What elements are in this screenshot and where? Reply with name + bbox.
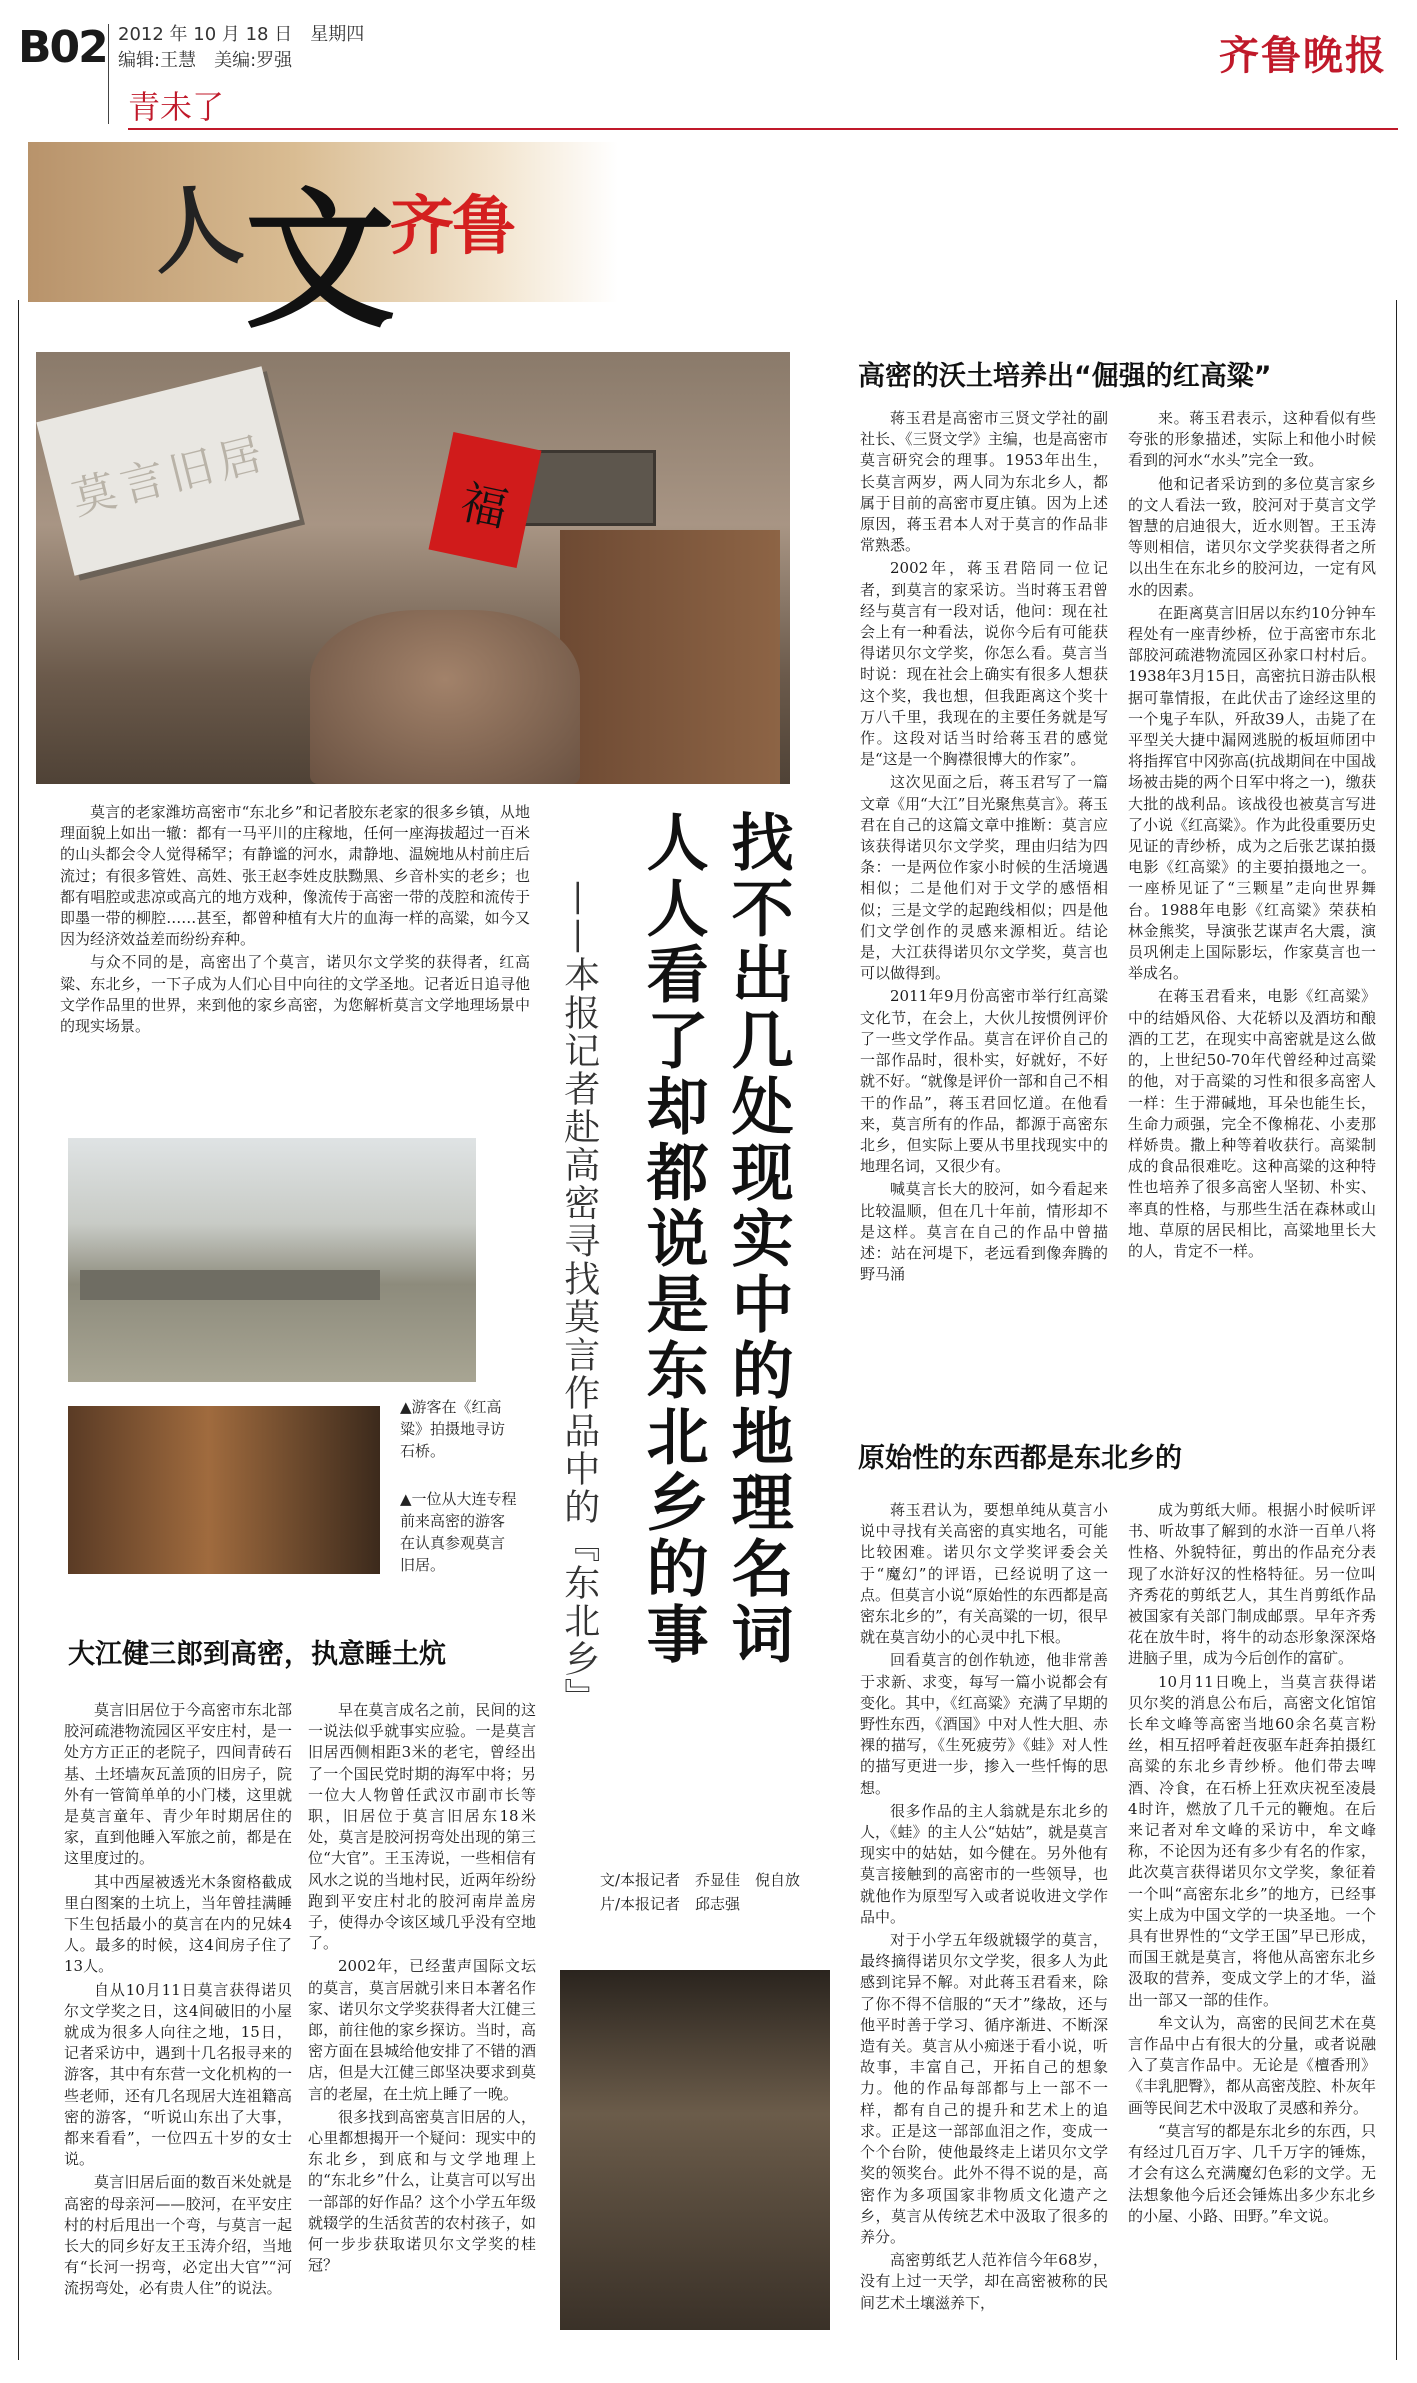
heading-section-3: 大江健三郎到高密，执意睡土炕 — [68, 1639, 446, 1670]
masthead-rule — [128, 128, 1398, 130]
banner-char-wen: 文 — [245, 173, 396, 349]
banner-qilu-logo: 齐鲁 — [390, 190, 514, 264]
heading-section-1: 高密的沃土培养出“倔强的红高粱” — [858, 361, 1272, 392]
paragraph: 2002年，已经蜚声国际文坛的莫言，莫言居就引来日本著名作家、诺贝尔文学奖获得者大江健三郎，前往他的家乡探访。当时，高密方面在县城给他安排了不错的酒店，但是大江健三郎坚决要求到莫言的老屋，在土炕上睡了一晚。 — [308, 1957, 536, 2103]
paragraph: 很多作品的主人翁就是东北乡的人，《蛙》的主人公“姑姑”，就是莫言现实中的姑姑，如今健在。另外他有莫言接触到的高密市的一些领导，也就他作为原型写入或者说收进文学作品中。 — [860, 1801, 1108, 1926]
paragraph: 莫言旧居位于今高密市东北部胶河疏港物流园区平安庄村，是一处方方正正的老院子，四间青砖石基、土坯墙灰瓦盖顶的旧房子，院外有一管简单单的小门楼，这里就是莫言童年、青少年时期居住的家，直到他睡入军旅之前，都是在这里度过的。 — [64, 1701, 292, 1868]
headline-line-1: 找不出几处现实中的地理名词 — [721, 810, 795, 1668]
photo-visitor-residence — [68, 1406, 380, 1574]
section-3-column-2 — [308, 1700, 536, 2278]
paragraph: 10月11日晚上，当莫言获得诺贝尔奖的消息公布后，高密文化馆馆长牟文峰等高密当地60余名莫言粉丝，相互招呼着赶夜驱车赶奔拍摄红高粱的东北乡青纱桥。他们带去啤酒、冷食，在石桥上狂欢庆祝至凌晨4时许，燃放了几千元的鞭炮。在后来记者对牟文峰的采访中，牟文峰称，不论因为还有多少有名的作家，此次莫言获得诺贝尔文学奖，象征着一个叫“高密东北乡”的地方，已经事实上成为中国文学的一块圣地。一个具有世界性的“文学王国”早已形成，而国王就是莫言，将他从高密东北乡汲取的营养，变成文学上的才华，溢出一部又一部的佳作。 — [1128, 1672, 1376, 2009]
section-name: 青未了 — [128, 88, 225, 126]
byline — [600, 1868, 830, 1916]
photo-stone-bridge — [68, 1138, 476, 1382]
section-2-column-1 — [860, 1500, 1108, 2316]
page-number: B02 — [18, 22, 107, 73]
paragraph: 2002年，蒋玉君陪同一位记者，到莫言的家采访。当时蒋玉君曾经与莫言有一段对话，他问：现在社会上有一种看法，说你今后有可能获得诺贝尔文学奖，你怎么看。莫言当时说：现在社会上确实有很多人想获这个奖，我也想，但我距离这个奖十万八千里，我现在的主要任务就是写作。这段对话当时给蒋玉君的感觉是“这是一个胸襟很博大的作家”。 — [860, 559, 1108, 769]
paragraph: 这次见面之后，蒋玉君写了一篇文章《用“大江”目光聚焦莫言》。蒋玉君在自己的这篇文章中推断：莫言应该获得诺贝尔文学奖，理由归结为四条：一是两位作家小时候的生活境遇相似；二是他们对于文学的感悟相似；三是文学的起跑线相似；四是他们文学创作的灵感来源相近。结论是，大江获得诺贝尔文学奖，莫言也可以做得到。 — [860, 773, 1108, 983]
byline-photo: 片/本报记者 邱志强 — [600, 1895, 741, 1913]
caption-stone-bridge: ▲游客在《红高粱》拍摄地寻访石桥。 — [400, 1398, 506, 1460]
photo-jar — [310, 610, 580, 784]
paragraph: 2011年9月份高密市举行红高粱文化节，在会上，大伙儿按惯例评价了一些文学作品。莫言在评价自己的一部作品时，很朴实，好就好，不好就不好。“就像是评价一部和自己不相干的作品”，蒋玉君回忆道。在他看来，莫言所有的作品，都源于高密东北乡，但实际上要从书里找现实中的地理名词，又很少有。 — [860, 987, 1108, 1176]
photo-fu-char: 福 — [456, 474, 513, 538]
paragraph: 其中西屋被透光木条窗格截成里白图案的土坑上，当年曾挂满睡下生包括最小的莫言在内的兄妹4人。最多的时候，这4间房子住了13人。 — [64, 1872, 292, 1976]
masthead-divider — [108, 24, 109, 124]
editor-credits: 编辑:王慧 美编:罗强 — [118, 50, 293, 71]
paragraph: 蒋玉君是高密市三贤文学社的副社长、《三贤文学》主编，也是高密市莫言研究会的理事。1953年出生，长莫言两岁，两人同为东北乡人，都属于目前的高密市夏庄镇。因为上述原因，蒋玉君本人对于莫言的作品非常熟悉。 — [860, 409, 1108, 555]
paragraph: 自从10月11日莫言获得诺贝尔文学奖之日，这4间破旧的小屋就成为很多人向往之地，15日，记者采访中，遇到十几名报寻来的游客，其中有东营一文化机构的一些老师，还有几名现居大连祖籍高密的游客，“听说山东出了大事，都来看看”，一位四五十岁的女士说。 — [64, 1980, 292, 2169]
headline-subtitle: ——本报记者赴高密寻找莫言作品中的『东北乡』 — [558, 880, 600, 1716]
paragraph: 在距离莫言旧居以东约10分钟车程处有一座青纱桥，位于高密市东北部胶河疏港物流园区孙家口村村后。1938年3月15日，高密抗日游击队根据可靠情报，在此伏击了途经这里的一个鬼子车队，歼敌39人，击毙了在平型关大捷中漏网逃脱的板垣师团中将指挥官中冈弥高(抗战期间在中国战场被击毙的两个日军中将之一)，缴获大批的战利品。该战役也被莫言写进了小说《红高粱》。作为此役重要历史见证的青纱桥，成为之后张艺谋拍摄电影《红高粱》的主要拍摄地之一。一座桥见证了“三颗星”走向世界舞台。1988年电影《红高粱》荣获柏林金熊奖，导演张艺谋声名大震，演员巩俐走上国际影坛，作家莫言也一举成名。 — [1128, 603, 1376, 983]
photo-cabinet — [560, 530, 780, 784]
paragraph: 莫言的老家潍坊高密市“东北乡”和记者胶东老家的很多乡镇，从地理面貌上如出一辙：都有一马平川的庄稼地，任何一座海拔超过一百米的山头都会令人觉得稀罕；有静谧的河水，肃静地、温婉地从村前庄后流过；有很多管姓、高姓、张王赵李姓皮肤黝黑、乡音朴实的老乡；也都有唱腔或悲凉或高亢的地方戏种，像流传于高密一带的茂腔和流传于即墨一带的柳腔……甚至，都曾种植有大片的血海一样的高粱，如今又因为经济效益差而纷纷弃种。 — [60, 803, 530, 949]
heading-section-2: 原始性的东西都是东北乡的 — [858, 1443, 1182, 1474]
paragraph: “莫言写的都是东北乡的东西，只有经过几百万字、几千万字的锤炼，才会有这么充满魔幻色彩的文学。无法想象他今后还会锤炼出多少东北乡的小屋、小路、田野。”牟文说。 — [1128, 2121, 1376, 2225]
paragraph: 在蒋玉君看来，电影《红高粱》中的结婚风俗、大花轿以及酒坊和酿酒的工艺，在现实中高密就是这么做的，上世纪50-70年代曾经种过高粱的他，对于高粱的习性和很多高密人一样：生于滞碱地，耳朵也能生长，生命力顽强，完全不像棉花、小麦那样娇贵。撒上种等着收获行。高粱制成的食品很难吃。这种高粱的这种特性也培养了很多高密人坚韧、朴实、率真的性格，与那些生活在森林或山地、草原的居民相比，高粱地里长大的人，肯定不一样。 — [1128, 987, 1376, 1260]
masthead-meta — [118, 22, 364, 74]
issue-date: 2012 年 10 月 18 日 星期四 — [118, 24, 365, 45]
byline-text: 文/本报记者 乔显佳 倪自放 — [600, 1871, 801, 1889]
paragraph: 对于小学五年级就辍学的莫言，最终摘得诺贝尔文学奖，很多人为此感到诧异不解。对此蒋玉君看来，除了你不得不信服的“天才”缘故，还与他平时善于学习、循序渐进、不断深造有关。莫言从小痴迷于看小说，听故事，丰富自己，开拓自己的想象力。他的作品每部都与上一部不一样，都有自己的提升和艺术上的追求。正是这一部部血泪之作，变成一个个台阶，使他最终走上诺贝尔文学奖的领奖台。此外不得不说的是，高密作为多项国家非物质文化遗产之乡，莫言从传统艺术中汲取了很多的养分。 — [860, 1931, 1108, 2246]
banner-char-ren: 人 — [144, 170, 249, 288]
headline-line-2: 人人看了却都说是东北乡的事 — [636, 810, 710, 1668]
caption-visitor: ▲一位从大连专程前来高密的游客在认真参观莫言旧居。 — [400, 1490, 517, 1574]
paragraph: 喊莫言长大的胶河，如今看起来比较温顺，但在几十年前，情形却不是这样。莫言在自己的作品中曾描述：站在河堤下，老远看到像奔腾的野马涌 — [860, 1180, 1108, 1284]
newspaper-logo: 齐鲁晚报 — [1219, 32, 1387, 79]
paragraph: 早在莫言成名之前，民间的这一说法似乎就事实应验。一是莫言旧居西侧相距3米的老宅，曾经出了一个国民党时期的海军中将；另一位大人物曾任武汉市副市长等职，旧居位于莫言旧居东18米处，莫言是胶河拐弯处出现的第三位“大官”。王玉涛说，一些相信有风水之说的当地村民，近两年纷纷跑到平安庄村北的胶河南岸盖房子，使得办令该区域几乎没有空地了。 — [308, 1701, 536, 1953]
paragraph: 高密剪纸艺人范祚信今年68岁，没有上过一天学，却在高密被称的民间艺术土壤滋养下， — [860, 2251, 1108, 2312]
paragraph: 莫言旧居后面的数百米处就是高密的母亲河——胶河，在平安庄村的村后甩出一个弯，与莫言一起长大的同乡好友王玉涛介绍，当地有“长河一拐弯，必定出大官”“河流拐弯处，必有贵人住”的说法。 — [64, 2173, 292, 2298]
paragraph: 很多找到高密莫言旧居的人，心里都想揭开一个疑问：现实中的东北乡，到底和与文学地理上的“东北乡”什么，让莫言可以写出一部部的好作品？这个小学五年级就辍学的生活贫苦的农村孩子，如何一步步获取诺贝尔文学奖的桂冠？ — [308, 2107, 536, 2275]
photo-radio — [520, 450, 656, 526]
section-2-column-2 — [1128, 1500, 1376, 2229]
paragraph: 回看莫言的创作轨迹，他非常善于求新、求变，每写一篇小说都会有变化。其中，《红高粱》充满了早期的野性东西，《酒国》中对人性大胆、赤裸的描写，《生死疲劳》《蛙》对人性的描写更进一步，掺入一些忏悔的思想。 — [860, 1651, 1108, 1797]
paragraph: 他和记者采访到的多位莫言家乡的文人看法一致，胶河对于莫言文学智慧的启迪很大，近水则智。王玉涛等则相信，诺贝尔文学奖获得者之所以出生在东北乡的胶河边，一定有风水的因素。 — [1128, 474, 1376, 599]
section-1-column-2 — [1128, 408, 1376, 1264]
paragraph: 与众不同的是，高密出了个莫言，诺贝尔文学奖的获得者，红高粱、东北乡，一下子成为人们心目中向往的文学圣地。记者近日追寻他文学作品里的世界，来到他的家乡高密，为您解析莫言文学地理场景中的现实场景。 — [60, 953, 530, 1036]
photo-old-shelf — [560, 1970, 830, 2330]
section-3-column-1 — [64, 1700, 292, 2302]
page-frame-right — [1396, 300, 1397, 2360]
paragraph: 蒋玉君认为，要想单纯从莫言小说中寻找有关高密的真实地名，可能比较困难。诺贝尔文学奖评委会关于“魔幻”的评语，已经说明了这一点。但莫言小说“原始性的东西都是高密东北乡的”，有关高粱的一切，很早就在莫言幼小的心灵中扎下根。 — [860, 1501, 1108, 1647]
photo-bridge-deck — [80, 1270, 380, 1300]
section-1-column-1 — [860, 408, 1108, 1287]
paragraph: 牟文认为，高密的民间艺术在莫言作品中占有很大的分量，或者说融入了莫言作品中。无论是《檀香刑》《丰乳肥臀》，都从高密茂腔、朴灰年画等民间艺术中汲取了灵感和养分。 — [1128, 2013, 1376, 2117]
paragraph: 来。蒋玉君表示，这种看似有些夸张的形象描述，实际上和他小时候看到的河水“水头”完全一致。 — [1128, 409, 1376, 470]
paragraph: 成为剪纸大师。根据小时候听评书、听故事了解到的水浒一百单八将性格、外貌特征，剪出的作品充分表现了水浒好汉的性格特征。另一位叫齐秀花的剪纸艺人，其生肖剪纸作品被国家有关部门制成邮票。早年齐秀花在放牛时，将牛的动态形象深深烙进脑子里，成为今后创作的富矿。 — [1128, 1501, 1376, 1668]
page-frame-left — [18, 300, 19, 2360]
intro-text — [60, 802, 530, 1039]
photo-plaque-text: 莫言旧居 — [66, 427, 274, 526]
